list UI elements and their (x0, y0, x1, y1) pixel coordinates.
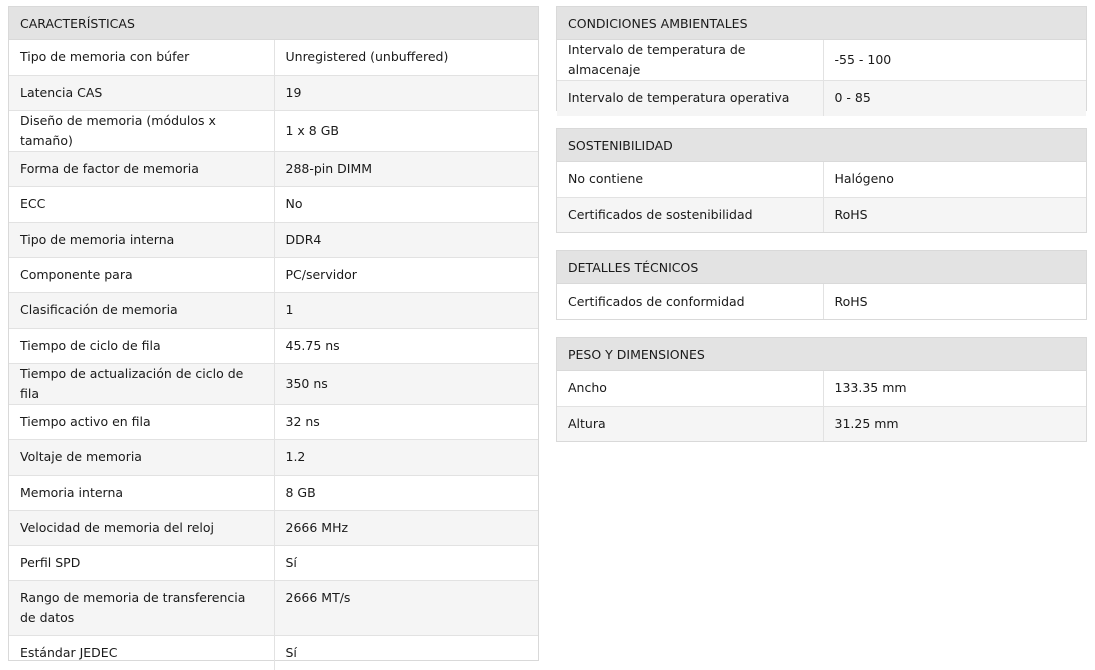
spec-label: Forma de factor de memoria (9, 151, 274, 186)
spec-value: 2666 MT/s (274, 580, 538, 635)
spec-label: Estándar JEDEC (9, 635, 274, 670)
spec-label: Tiempo de actualización de ciclo de fila (9, 363, 274, 404)
spec-value: 8 GB (274, 475, 538, 510)
spec-label: Intervalo de temperatura operativa (557, 81, 823, 116)
spec-value: 19 (274, 75, 538, 110)
spec-value: 288-pin DIMM (274, 151, 538, 186)
spec-label: Certificados de sostenibilidad (557, 197, 823, 232)
spec-label: Voltaje de memoria (9, 439, 274, 475)
table-row (9, 404, 538, 439)
table-row (557, 406, 1086, 441)
caracteristicas-panel (8, 6, 539, 661)
sostenibilidad-title: SOSTENIBILIDAD (557, 129, 1086, 162)
spec-label: No contiene (557, 162, 823, 197)
table-row (9, 151, 538, 186)
sostenibilidad-panel (556, 128, 1087, 233)
caracteristicas-table (9, 40, 538, 670)
spec-value: RoHS (834, 293, 868, 309)
spec-label: Tipo de memoria con búfer (9, 40, 274, 75)
spec-label: Rango de memoria de transferencia de datos (9, 580, 274, 635)
spec-value: 32 ns (274, 404, 538, 439)
spec-value: Sí (274, 635, 538, 670)
spec-label: Intervalo de temperatura de almacenaje (557, 40, 823, 81)
spec-value: 133.35 mm (834, 380, 907, 396)
table-row (9, 580, 538, 635)
spec-label: Componente para (9, 257, 274, 292)
spec-value: 1.2 (274, 439, 538, 475)
sostenibilidad-table (557, 162, 1086, 232)
spec-label: Perfil SPD (9, 545, 274, 580)
table-row (9, 186, 538, 222)
table-row (9, 635, 538, 670)
spec-value: DDR4 (274, 222, 538, 257)
detalles-tecnicos-panel (556, 250, 1087, 320)
spec-label: Diseño de memoria (módulos x tamaño) (9, 110, 274, 151)
spec-label: Memoria interna (9, 475, 274, 510)
table-row (9, 110, 538, 151)
spec-value: Halógeno (834, 171, 894, 187)
peso-dimensiones-table (557, 371, 1086, 441)
table-row (557, 81, 1086, 116)
condiciones-ambientales-table (557, 40, 1086, 116)
peso-dimensiones-panel (556, 337, 1087, 442)
caracteristicas-title: CARACTERÍSTICAS (9, 7, 538, 40)
spec-value: -55 - 100 (834, 52, 892, 67)
table-row (9, 545, 538, 580)
spec-label: ECC (9, 186, 274, 222)
spec-value: 1 (274, 292, 538, 328)
spec-value: 45.75 ns (274, 328, 538, 363)
spec-value: Unregistered (unbuffered) (285, 49, 449, 65)
spec-label: Velocidad de memoria del reloj (9, 510, 274, 545)
spec-value: 1 x 8 GB (274, 110, 538, 151)
spec-label: Ancho (557, 371, 823, 406)
condiciones-ambientales-panel (556, 6, 1087, 111)
table-row (9, 257, 538, 292)
spec-value: Sí (274, 545, 538, 580)
table-row (557, 284, 1086, 319)
spec-label: Tiempo activo en fila (9, 404, 274, 439)
detalles-tecnicos-table (557, 284, 1086, 319)
table-row (9, 222, 538, 257)
detalles-tecnicos-title: DETALLES TÉCNICOS (557, 251, 1086, 284)
spec-value: 350 ns (274, 363, 538, 404)
spec-value: 0 - 85 (823, 81, 1086, 116)
table-row (9, 328, 538, 363)
spec-label: Tipo de memoria interna (9, 222, 274, 257)
spec-label: Altura (557, 406, 823, 441)
table-row (9, 475, 538, 510)
table-row (557, 197, 1086, 232)
spec-value: RoHS (823, 197, 1086, 232)
spec-value: 31.25 mm (823, 406, 1086, 441)
table-row (557, 40, 1086, 81)
spec-label: Latencia CAS (9, 75, 274, 110)
spec-label: Certificados de conformidad (557, 284, 823, 319)
table-row (557, 371, 1086, 406)
table-row (9, 40, 538, 75)
spec-label: Tiempo de ciclo de fila (9, 328, 274, 363)
spec-value: No (274, 186, 538, 222)
peso-dimensiones-title: PESO Y DIMENSIONES (557, 338, 1086, 371)
table-row (9, 510, 538, 545)
table-row (9, 439, 538, 475)
spec-value: 2666 MHz (274, 510, 538, 545)
table-row (9, 75, 538, 110)
spec-value: PC/servidor (274, 257, 538, 292)
table-row (557, 162, 1086, 197)
condiciones-ambientales-title: CONDICIONES AMBIENTALES (557, 7, 1086, 40)
table-row (9, 292, 538, 328)
table-row (9, 363, 538, 404)
spec-label: Clasificación de memoria (9, 292, 274, 328)
